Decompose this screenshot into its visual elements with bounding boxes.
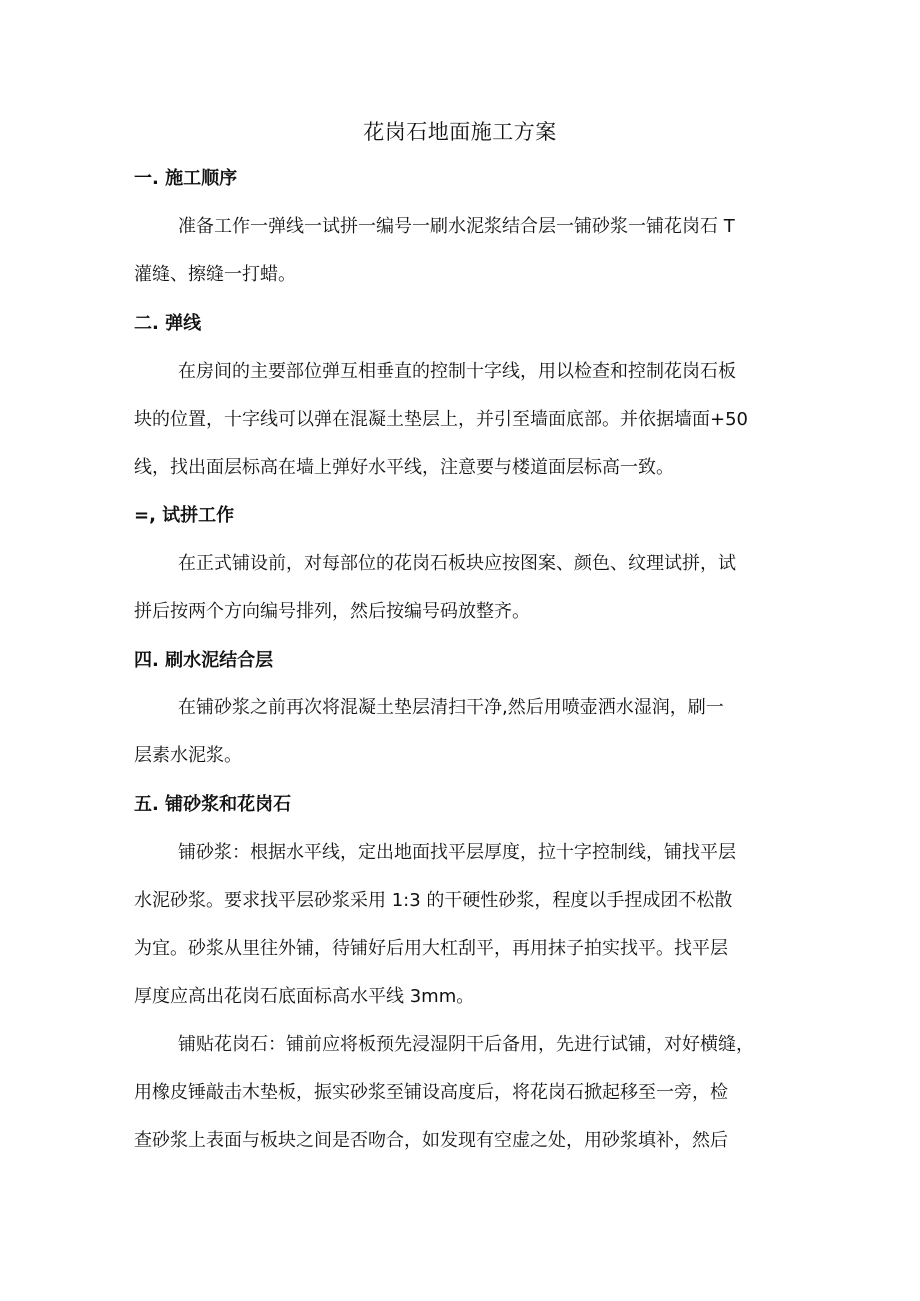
paragraph-line: 拼后按两个方向编号排列，然后按编号码放整齐。 (134, 601, 530, 622)
paragraph-line: 准备工作一弹线一试拼一编号一刷水泥浆结合层一铺砂浆一铺花岗石 T (178, 216, 735, 237)
section-heading-1: 一. 施工顺序 (134, 168, 238, 189)
section-heading-4: 四. 刷水泥结合层 (134, 650, 274, 671)
paragraph-line: 在铺砂浆之前再次将混凝土垫层清扫干净,然后用喷壶洒水湿润，刷一 (178, 697, 724, 718)
section-heading-2: 二. 弹线 (134, 313, 202, 334)
section-heading-3: =, 试拼工作 (134, 505, 235, 526)
paragraph-line: 铺砂浆：根据水平线，定出地面找平层厚度，拉十字控制线，铺找平层 (178, 842, 736, 863)
paragraph-line: 灌缝、擦缝一打蜡。 (134, 264, 296, 285)
paragraph-line: 在正式铺设前，对每部位的花岗石板块应按图案、颜色、纹理试拼，试 (178, 553, 736, 574)
paragraph-line: 厚度应高出花岗石底面标高水平线 3mm。 (134, 986, 475, 1007)
paragraph-line: 线，找出面层标高在墙上弹好水平线，注意要与楼道面层标高一致。 (134, 457, 674, 478)
paragraph-line: 层素水泥浆。 (134, 745, 242, 766)
paragraph-line: 用橡皮锤敲击木垫板，振实砂浆至铺设高度后，将花岗石掀起移至一旁，检 (134, 1082, 728, 1103)
section-heading-5: 五. 铺砂浆和花岗石 (134, 794, 292, 815)
page-title: 花岗石地面施工方案 (363, 120, 557, 144)
paragraph-line: 查砂浆上表面与板块之间是否吻合，如发现有空虚之处，用砂浆填补，然后 (134, 1130, 728, 1151)
paragraph-line: 铺贴花岗石：铺前应将板预先浸湿阴干后备用，先进行试铺，对好横缝， (178, 1034, 754, 1055)
paragraph-line: 块的位置，十字线可以弹在混凝土垫层上，并引至墙面底部。并依据墙面+50 (134, 409, 748, 430)
paragraph-line: 在房间的主要部位弹互相垂直的控制十字线，用以检查和控制花岗石板 (178, 361, 736, 382)
paragraph-line: 为宜。砂浆从里往外铺，待铺好后用大杠刮平，再用抹子拍实找平。找平层 (134, 938, 728, 959)
paragraph-line: 水泥砂浆。要求找平层砂浆采用 1:3 的干硬性砂浆，程度以手捏成团不松散 (134, 890, 733, 911)
